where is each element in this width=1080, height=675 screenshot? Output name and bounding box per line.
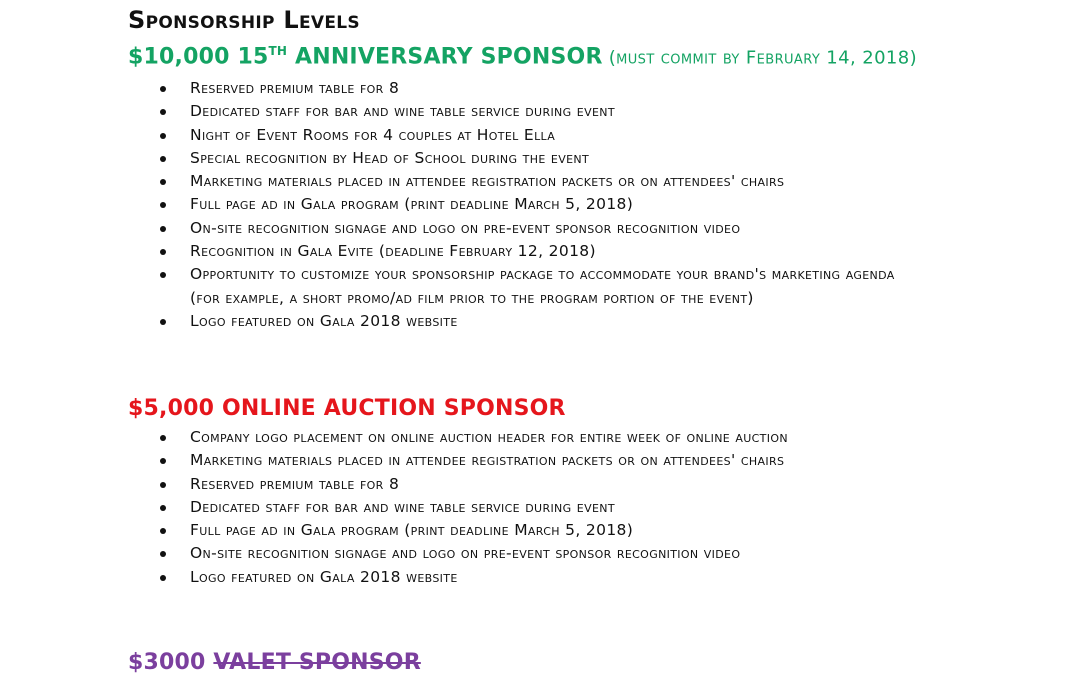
level-amount: $3000 [128,650,206,675]
benefit-item: Logo featured on Gala 2018 website [158,310,1018,333]
benefits-list-online-auction [158,426,1018,589]
ordinal-suffix: TH [268,44,288,58]
struck-level-name: VALET SPONSOR [213,650,421,675]
benefit-item: Full page ad in Gala program (print deadline March 5, 2018) [158,193,1018,216]
level-amount: $10,000 15 [128,44,269,70]
benefit-item: Full page ad in Gala program (print deadline March 5, 2018) [158,519,1018,542]
benefits-list-anniversary [158,77,1018,333]
benefit-item: Dedicated staff for bar and wine table service during event [158,100,1018,123]
benefit-item: On-site recognition signage and logo on pre-event sponsor recognition video [158,217,1018,240]
benefit-item: Reserved premium table for 8 [158,473,1018,496]
commit-note: (must commit by February 14, 2018) [602,47,918,69]
benefit-item: Marketing materials placed in attendee registration packets or on attendees' chairs [158,170,1018,193]
benefit-item: Recognition in Gala Evite (deadline February 12, 2018) [158,240,1018,263]
level-name: ANNIVERSARY SPONSOR [287,44,603,70]
benefit-item: On-site recognition signage and logo on pre-event sponsor recognition video [158,542,1018,565]
level-title-online-auction: $5,000 ONLINE AUCTION SPONSOR [128,396,566,421]
benefit-item: Night of Event Rooms for 4 couples at Hotel Ella [158,124,1018,147]
benefit-item: Reserved premium table for 8 [158,77,1018,100]
page-title: Sponsorship Levels [128,6,360,34]
benefit-item: Special recognition by Head of School during the event [158,147,1018,170]
benefit-item: Logo featured on Gala 2018 website [158,566,1018,589]
benefit-item: Dedicated staff for bar and wine table service during event [158,496,1018,519]
level-title-valet [128,650,421,675]
benefit-item: Company logo placement on online auction header for entire week of online auction [158,426,920,449]
benefit-item: Opportunity to customize your sponsorship package to accommodate your brand's marketing agenda (for example, a short promo/ad film prior to the program portion of the event) [158,263,920,310]
benefit-item: Marketing materials placed in attendee registration packets or on attendees' chairs [158,449,1018,472]
level-title-anniversary [128,44,917,69]
